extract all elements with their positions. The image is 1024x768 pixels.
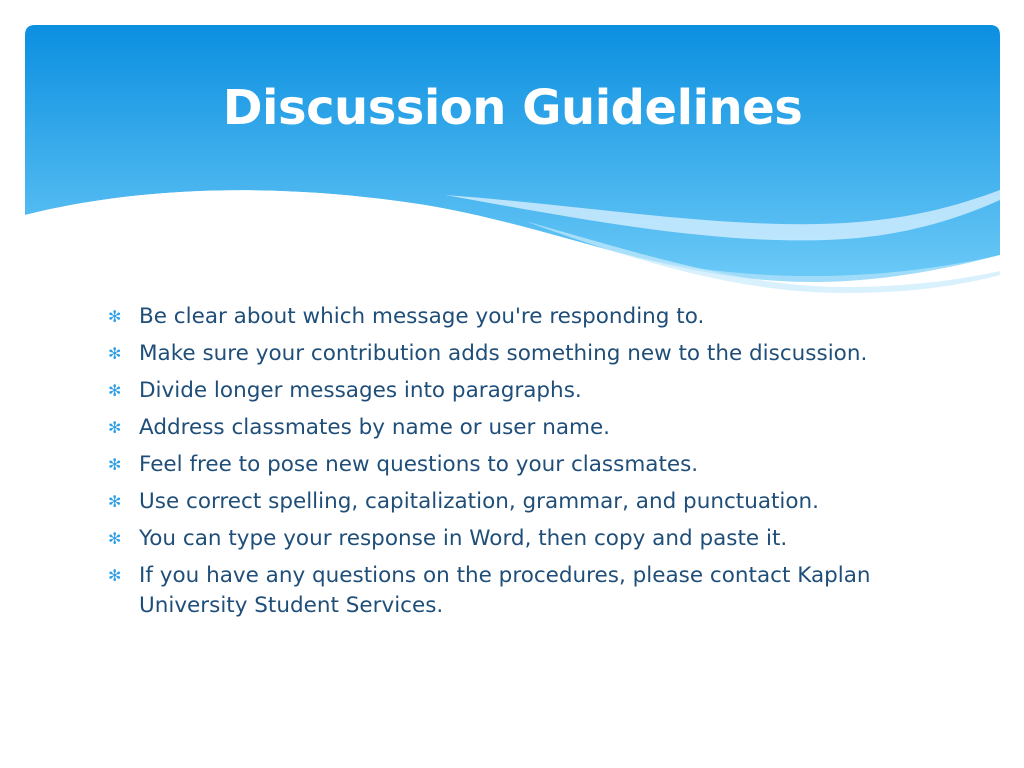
title-banner bbox=[25, 25, 1000, 295]
list-item bbox=[108, 450, 928, 480]
list-item bbox=[108, 302, 928, 332]
list-item bbox=[108, 487, 928, 517]
asterisk-bullet-icon: ✻ bbox=[108, 418, 122, 437]
list-item bbox=[108, 339, 928, 369]
asterisk-bullet-icon: ✻ bbox=[108, 455, 122, 474]
asterisk-bullet-icon: ✻ bbox=[108, 381, 122, 400]
list-item bbox=[108, 376, 928, 406]
list-item-text: Be clear about which message you're responding to. bbox=[139, 304, 705, 329]
wave-banner-graphic bbox=[25, 25, 1000, 295]
list-item-text: You can type your response in Word, then copy and paste it. bbox=[139, 526, 788, 551]
guidelines-list bbox=[108, 302, 928, 628]
asterisk-bullet-icon: ✻ bbox=[108, 344, 122, 363]
list-item bbox=[108, 524, 928, 554]
slide-title: Discussion Guidelines bbox=[222, 80, 803, 136]
asterisk-bullet-icon: ✻ bbox=[108, 492, 122, 511]
list-item-text: Use correct spelling, capitalization, grammar, and punctuation. bbox=[139, 489, 820, 514]
list-item bbox=[108, 561, 928, 621]
asterisk-bullet-icon: ✻ bbox=[108, 307, 122, 326]
asterisk-bullet-icon: ✻ bbox=[108, 566, 122, 585]
list-item-text: Make sure your contribution adds something new to the discussion. bbox=[139, 341, 868, 366]
list-item-text: Divide longer messages into paragraphs. bbox=[139, 378, 582, 403]
asterisk-bullet-icon: ✻ bbox=[108, 529, 122, 548]
list-item-text: Address classmates by name or user name. bbox=[139, 415, 611, 440]
list-item bbox=[108, 413, 928, 443]
list-item-text: If you have any questions on the procedures, please contact Kaplan University Student Services. bbox=[139, 563, 871, 618]
list-item-text: Feel free to pose new questions to your classmates. bbox=[139, 452, 699, 477]
